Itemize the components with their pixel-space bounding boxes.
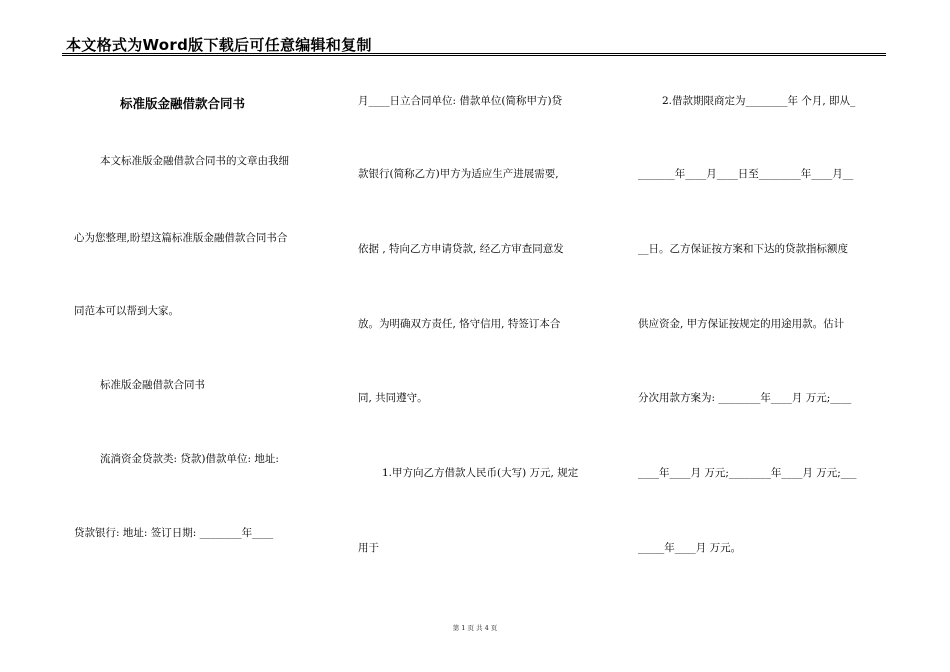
paragraph-line: 贷款银行: 地址: 签订日期: ________年____ — [74, 527, 274, 539]
document-title: 标准版金融借款合同书 — [120, 96, 246, 111]
paragraph-line: 同, 共同遵守。 — [358, 392, 428, 404]
document-header-title: 本文格式为Word版下载后可任意编辑和复制 — [66, 36, 372, 54]
paragraph-line: __日。乙方保证按方案和下达的贷款指标额度 — [638, 243, 848, 255]
paragraph-line: 依据 , 特向乙方申请贷款, 经乙方审查同意发 — [358, 243, 564, 255]
paragraph-line: 流淌资金贷款类: 贷款)借款单位: 地址: — [100, 453, 279, 465]
paragraph-line: 分次用款方案为: ________年____月 万元;____ — [638, 392, 852, 404]
section-heading: 标准版金融借款合同书 — [100, 379, 205, 391]
paragraph-line: ____年____月 万元;________年____月 万元;___ — [638, 467, 857, 479]
paragraph-line: 供应资金, 甲方保证按规定的用途用款。估计 — [638, 318, 845, 330]
paragraph-line: 2.借款期限商定为________年 个月, 即从_ — [662, 95, 856, 107]
paragraph-line: 款银行(简称乙方)甲方为适应生产进展需要, — [358, 168, 559, 180]
paragraph-line: 同范本可以帮到大家。 — [74, 305, 179, 317]
header-rule-bottom — [62, 55, 886, 56]
paragraph-line: 月____日立合同单位: 借款单位(简称甲方)贷 — [358, 95, 563, 107]
header-rule-top — [62, 53, 886, 54]
paragraph-line: _____年____月 万元。 — [638, 542, 742, 554]
paragraph-line: 用于 — [358, 542, 379, 554]
paragraph-line: 本文标准版金融借款合同书的文章由我细 — [100, 155, 289, 167]
paragraph-line: 心为您整理,盼望这篇标准版金融借款合同书合 — [74, 232, 288, 244]
page-number: 第 1 页 共 4 页 — [452, 624, 498, 632]
paragraph-line: _______年____月____日至________年____月__ — [638, 168, 854, 180]
paragraph-line: 放。为明确双方责任, 恪守信用, 特签订本合 — [358, 318, 561, 330]
paragraph-line: 1.甲方向乙方借款人民币(大写) 万元, 规定 — [382, 467, 579, 479]
